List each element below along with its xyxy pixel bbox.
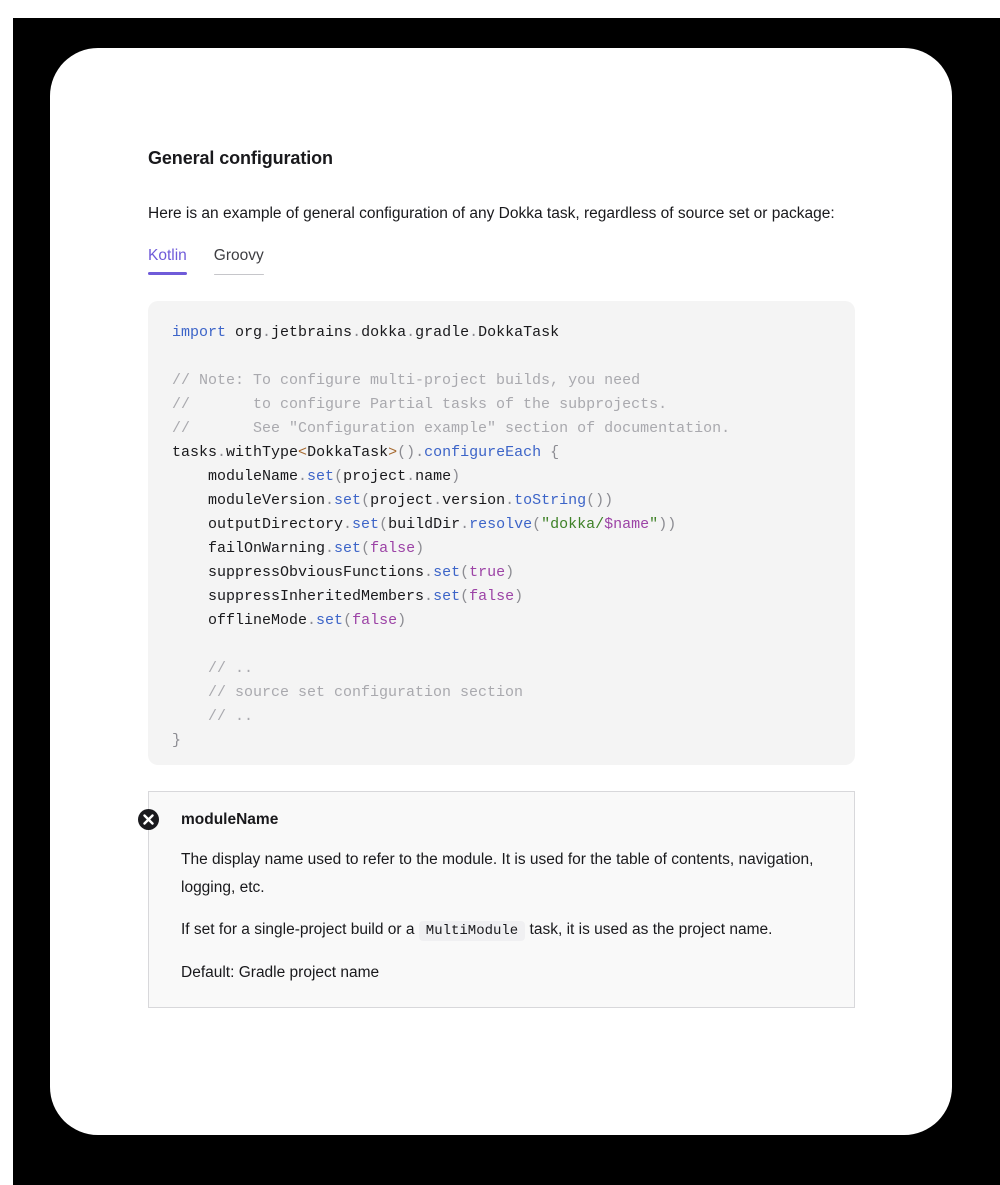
code-line: import org.jetbrains.dokka.gradle.DokkaTask <box>172 324 560 341</box>
code-line: moduleVersion.set(project.version.toString()) <box>172 492 614 509</box>
documentation-article <box>50 48 855 1008</box>
callout-p2-text-after: task, it is used as the project name. <box>525 921 773 938</box>
moduleName-callout <box>148 791 855 1008</box>
code-line: } <box>172 732 182 749</box>
callout-title: moduleName <box>181 811 279 828</box>
code-line: // See "Configuration example" section of documentation. <box>172 420 731 437</box>
callout-paragraph-1: The display name used to refer to the module. It is used for the table of contents, navigation, logging, etc. <box>181 851 814 896</box>
desktop-background <box>13 18 1000 1185</box>
code-line: tasks.withType<DokkaTask>().configureEach { <box>172 444 560 461</box>
callout-paragraph-2 <box>181 916 814 945</box>
inline-code-multimodule: MultiModule <box>419 921 525 941</box>
code-line <box>172 633 831 657</box>
code-block <box>148 301 855 765</box>
page-title: General configuration <box>148 148 333 168</box>
code-line: // to configure Partial tasks of the subprojects. <box>172 396 668 413</box>
code-line: // .. <box>172 708 254 725</box>
x-glyph <box>143 814 154 825</box>
code-line: // .. <box>172 660 254 677</box>
code-line: // source set configuration section <box>172 684 524 701</box>
intro-paragraph: Here is an example of general configuration of any Dokka task, regardless of source set or package: <box>148 205 835 222</box>
browser-window <box>50 48 952 1135</box>
code-line: suppressObviousFunctions.set(true) <box>172 564 515 581</box>
code-line: moduleName.set(project.name) <box>172 468 461 485</box>
close-icon[interactable] <box>138 809 159 830</box>
code-line: offlineMode.set(false) <box>172 612 407 629</box>
tab-groovy[interactable]: Groovy <box>214 246 264 275</box>
code-line: suppressInheritedMembers.set(false) <box>172 588 524 605</box>
code-line: outputDirectory.set(buildDir.resolve("dokka/$name")) <box>172 516 677 533</box>
code-line <box>172 345 831 369</box>
code-line: failOnWarning.set(false) <box>172 540 425 557</box>
callout-default-value: Default: Gradle project name <box>181 964 380 981</box>
callout-p2-text-before: If set for a single-project build or a <box>181 921 419 938</box>
tab-kotlin[interactable]: Kotlin <box>148 246 187 275</box>
code-line: // Note: To configure multi-project builds, you need <box>172 372 641 389</box>
code-language-tabs <box>148 246 855 275</box>
